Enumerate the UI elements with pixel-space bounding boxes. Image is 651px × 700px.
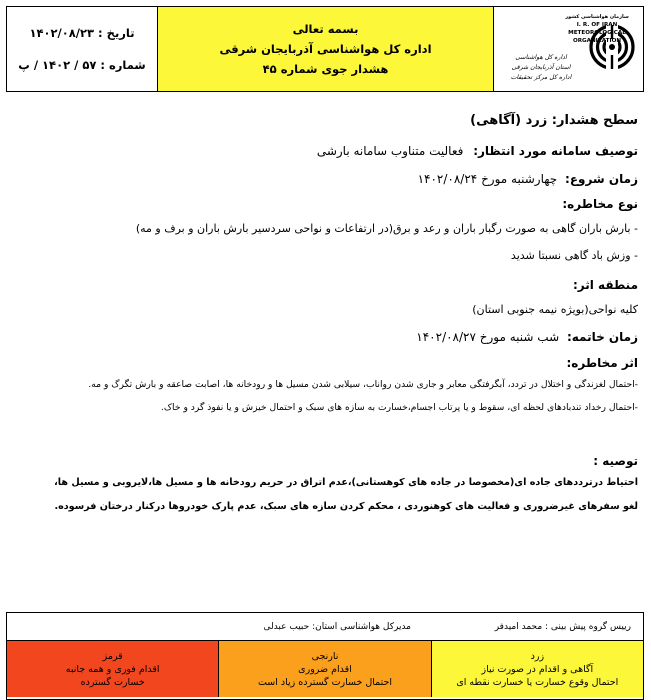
description-label: توصیف سامانه مورد انتظار: (473, 144, 638, 158)
start-time-label: زمان شروع: (565, 172, 638, 186)
description-row (317, 142, 638, 160)
document-date: تاریخ : ۱۴۰۲/۰۸/۲۳ (29, 25, 135, 40)
advice-item: احتیاط درترددهای جاده ای(مخصوصا در جاده های کوهستانی)،عدم اتراق در حریم رودخانه ها و مسیل ها،لایروبی و مسیل ها، (54, 477, 638, 488)
start-time-value: چهارشنبه مورخ ۱۴۰۲/۰۸/۲۴ (417, 172, 558, 186)
title-cell (157, 7, 493, 91)
title-basmala: بسمه تعالی (292, 22, 359, 36)
officials-row (7, 613, 643, 641)
title-office: اداره کل هواشناسی آذربایجان شرقی (219, 42, 432, 56)
organization-name-fa: اداره کل هواشناسی استان آذربایجان شرقی اداره کل مرکز تحقیقات (510, 54, 572, 81)
end-time-value: شب شنبه مورخ ۱۴۰۲/۰۸/۲۷ (416, 330, 560, 344)
organization-name-en: سازمان هواشناسی کشور I. R. OF IRAN METEOROLOGICAL ORGANIZATION (552, 13, 642, 45)
start-time-row (418, 170, 638, 188)
alert-level: سطح هشدار: زرد (آگاهی) (470, 113, 638, 128)
forecast-group-head: رییس گروه پیش بینی : محمد امیدفر (494, 621, 631, 632)
hazard-item: - وزش باد گاهی نسبتا شدید (510, 249, 638, 262)
hazard-item: - بارش باران گاهی به صورت رگبار باران و رعد و برق(در ارتفاعات و نواحی سردسیر بارش باران و برف و مه) (135, 222, 638, 235)
logo-cell (493, 7, 643, 91)
end-time-row (416, 328, 638, 346)
date-number-cell (7, 7, 157, 91)
hazard-type-label: نوع مخاطره: (562, 197, 638, 211)
end-time-label: زمان خاتمه: (566, 330, 638, 344)
advice-item: لغو سفرهای غیرضروری و فعالیت های کوهنوردی ، محکم کردن سازه های سبک، عدم پارک خودروها درکنار درختان فرسوده. (54, 501, 638, 512)
description-value: فعالیت متناوب سامانه بارشی (316, 144, 464, 158)
impact-area-value: کلیه نواحی(بویژه نیمه جنوبی استان) (472, 303, 638, 316)
header (6, 6, 644, 92)
level-red: قرمز اقدام فوری و همه جانبه خسارت گسترده (7, 641, 218, 697)
impact-item: -احتمال رخداد تندبادهای لحظه ای، سقوط و یا پرتاب اجسام،خسارت به سازه های سبک و احتمال خیزش و یا نفوذ گرد و خاک. (160, 402, 638, 413)
impact-item: -احتمال لغزندگی و اختلال در تردد، آبگرفتگی معابر و جاری شدن رواناب، سیلابی شدن مسیل ها و رودخانه ها، اصابت صاعقه و بارش تگرگ و مه. (88, 379, 638, 390)
level-yellow: زرد آگاهی و اقدام در صورت نیاز احتمال وقوع خسارت یا خسارت نقطه ای (431, 641, 643, 697)
title-warning-number: هشدار جوی شماره ۴۵ (262, 62, 389, 76)
impact-area-label: منطقه اثر: (573, 278, 638, 292)
alert-levels-legend (7, 641, 643, 697)
document-number: شماره : ۵۷ / ۱۴۰۲ / پ (18, 58, 146, 73)
organization-name-fa-top: سازمان هواشناسی کشور (565, 14, 629, 20)
footer (6, 612, 644, 700)
provincial-director: مدیرکل هواشناسی استان: حبیب عبدلی (263, 621, 411, 632)
level-orange: نارنجی اقدام ضروری احتمال خسارت گسترده زیاد است (218, 641, 430, 697)
hazard-impact-label: اثر مخاطره: (566, 356, 638, 370)
advice-label: توصیه : (593, 454, 638, 468)
